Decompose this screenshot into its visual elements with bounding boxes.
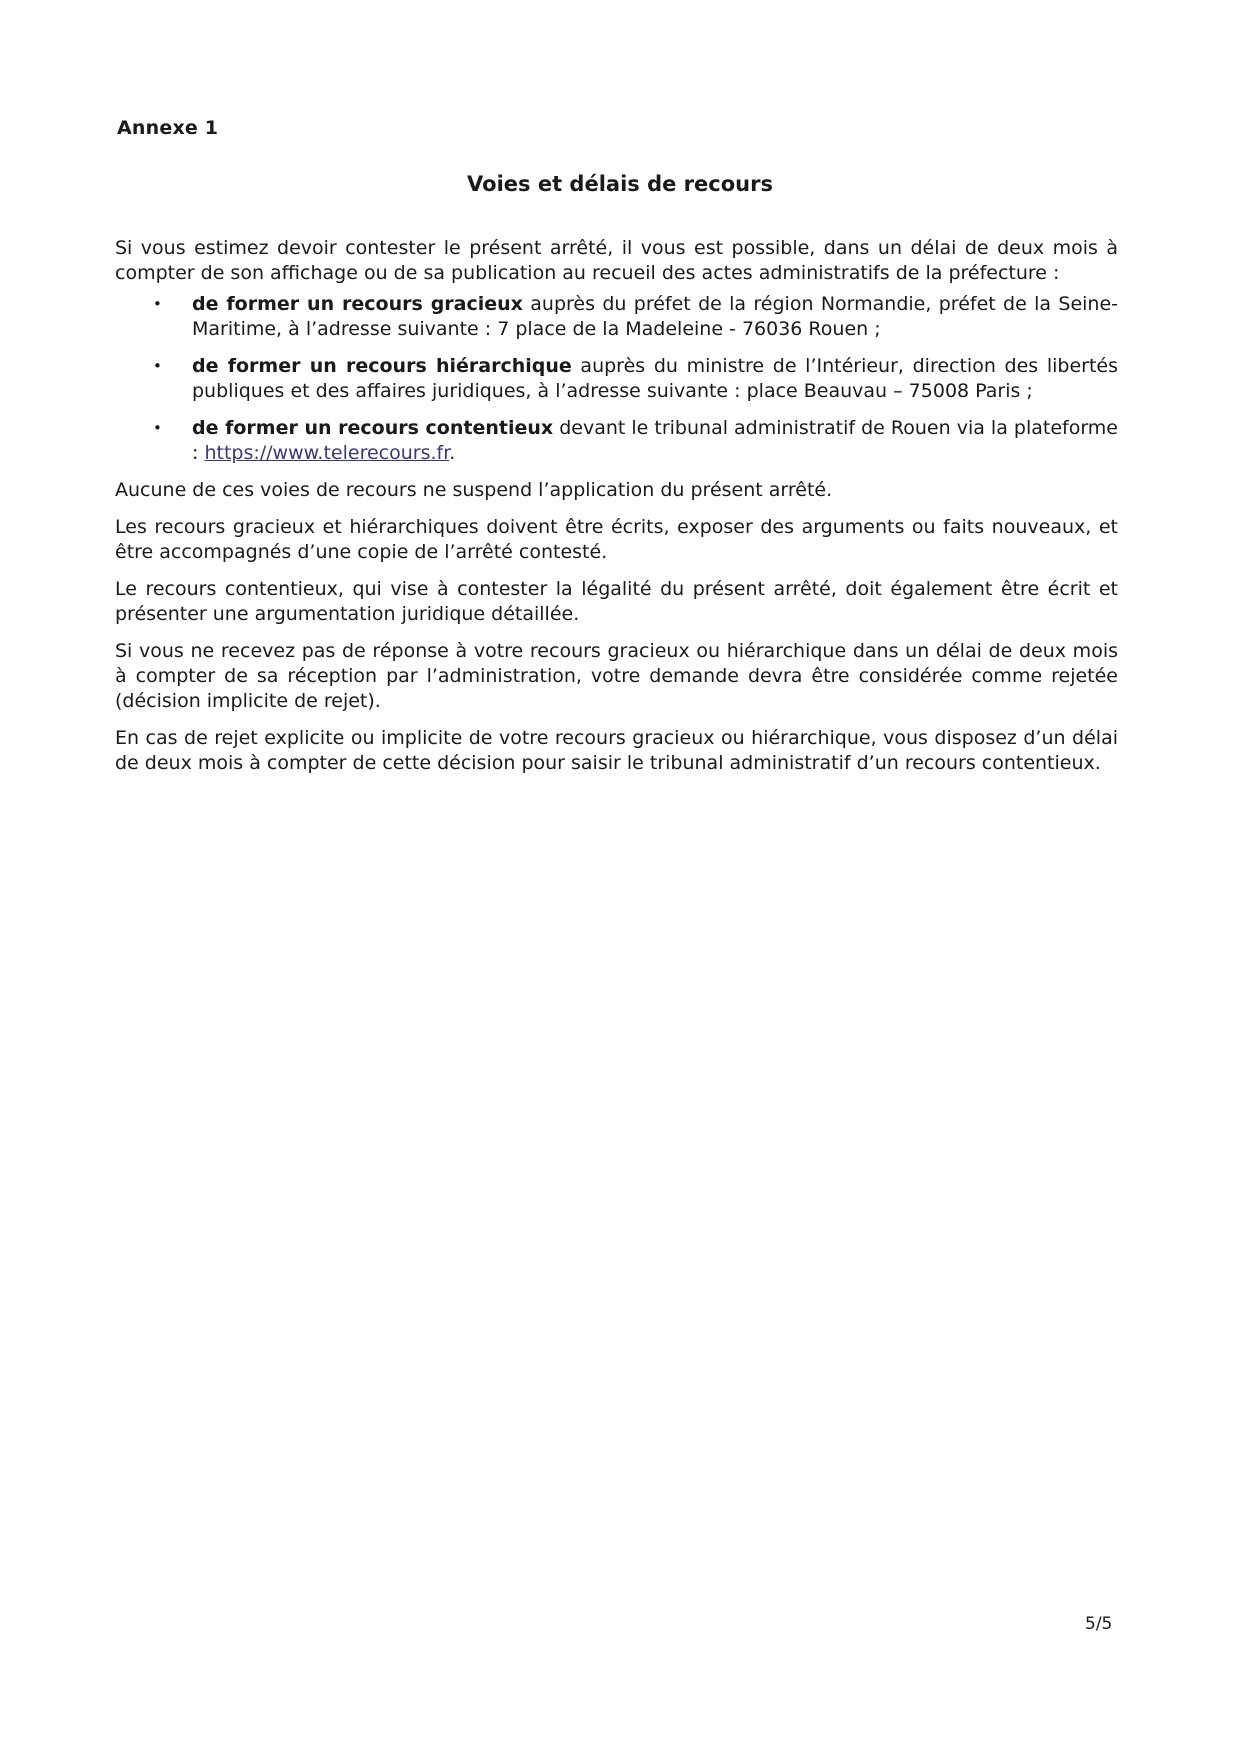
list-item-heading: de former un recours contentieux xyxy=(192,417,554,439)
page-number: 5/5 xyxy=(1085,1614,1113,1634)
intro-paragraph: Si vous estimez devoir contester le présent arrêté, il vous est possible, dans un délai de deux mois à compter de son affichage ou de sa publication au recueil des actes administratifs de la préfecture : xyxy=(115,237,1118,284)
paragraph-suspension: Aucune de ces voies de recours ne suspend l’application du présent arrêté. xyxy=(115,479,833,501)
list-item-end: . xyxy=(449,442,456,464)
page-title: Voies et délais de recours xyxy=(467,172,773,196)
paragraph-written-recourse: Les recours gracieux et hiérarchiques doivent être écrits, exposer des arguments ou faits nouveaux, et être accompagnés d’une copie de l’arrêté contesté. xyxy=(115,516,1118,563)
list-item-heading: de former un recours hiérarchique xyxy=(192,355,572,377)
paragraph-contentious-recourse: Le recours contentieux, qui vise à contester la légalité du présent arrêté, doit également être écrit et présenter une argumentation juridique détaillée. xyxy=(115,578,1118,625)
list-item-recours-hierarchique xyxy=(115,354,1118,404)
list-item-text: auprès du ministre de l’Intérieur, direction des libertés publiques et des affaires juridiques, à l’adresse suivante : place Beauvau – 75008 Paris ; xyxy=(192,355,1118,402)
annex-label: Annexe 1 xyxy=(117,117,219,139)
bullet-icon: • xyxy=(153,419,162,437)
document-body xyxy=(115,236,1118,788)
list-item-heading: de former un recours gracieux xyxy=(192,293,523,315)
list-item-text: devant le tribunal administratif de Rouen via la plateforme : xyxy=(192,417,1118,464)
paragraph-implicit-rejection: Si vous ne recevez pas de réponse à votre recours gracieux ou hiérarchique dans un délai de deux mois à compter de sa réception par l’administration, votre demande devra être considérée comme rejetée (décision implicite de rejet). xyxy=(115,640,1118,712)
paragraph-deadline: En cas de rejet explicite ou implicite de votre recours gracieux ou hiérarchique, vous disposez d’un délai de deux mois à compter de cette décision pour saisir le tribunal administratif d’un recours contentieux. xyxy=(115,727,1118,774)
bullet-icon: • xyxy=(153,295,162,313)
list-item-recours-gracieux xyxy=(115,292,1118,342)
list-item-recours-contentieux xyxy=(115,416,1118,466)
recourse-list xyxy=(115,292,1118,466)
telerecours-link[interactable]: https://www.telerecours.fr xyxy=(204,442,450,464)
bullet-icon: • xyxy=(153,357,162,375)
list-item-text: auprès du préfet de la région Normandie, préfet de la Seine-Maritime, à l’adresse suivante : 7 place de la Madeleine - 76036 Rouen ; xyxy=(192,293,1118,340)
